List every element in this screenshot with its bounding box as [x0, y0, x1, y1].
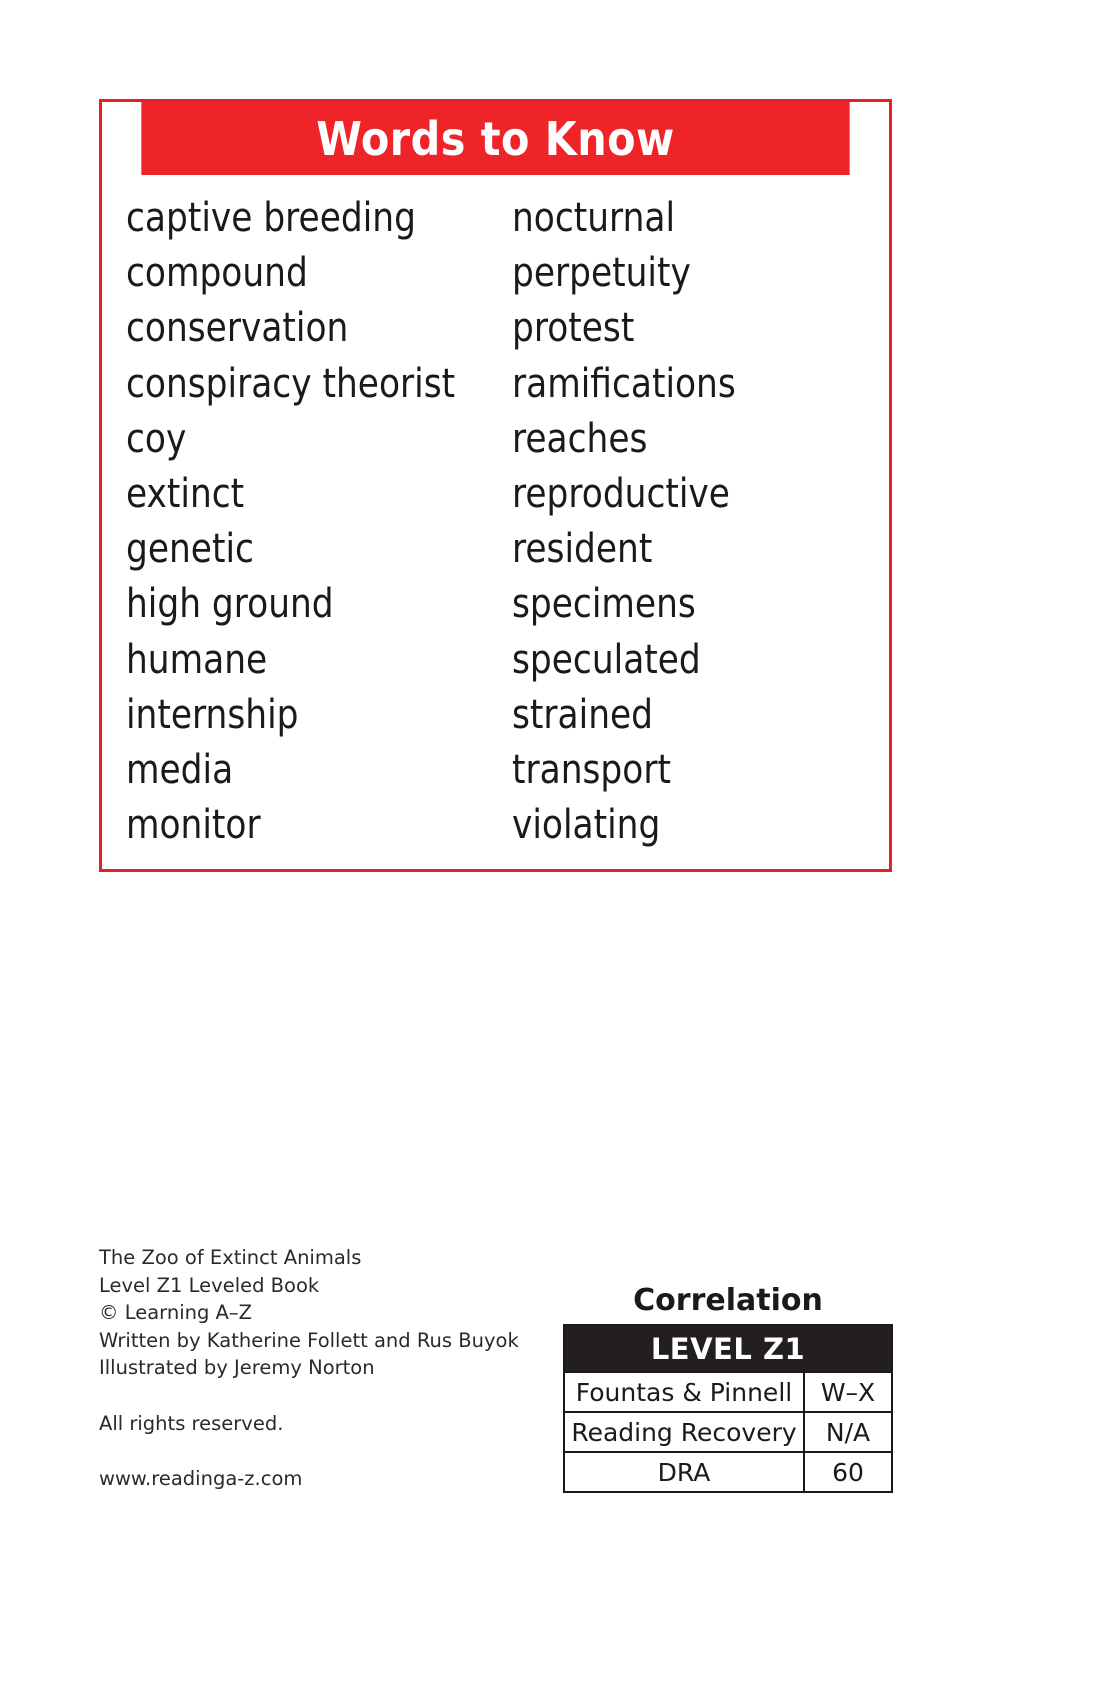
correlation-row [565, 1411, 891, 1451]
vocab-word: genetic [126, 526, 254, 573]
correlation-label: DRA [565, 1453, 805, 1491]
vocab-word: reproductive [512, 470, 730, 517]
book-credits [99, 1244, 519, 1493]
words-to-know-box [99, 99, 892, 872]
book-title: The Zoo of Extinct Animals [99, 1246, 362, 1269]
spacer [99, 1437, 519, 1465]
correlation-title: Correlation [633, 1283, 823, 1318]
vocab-word: internship [126, 691, 299, 738]
rights-line: All rights reserved. [99, 1411, 284, 1435]
word-list-right [512, 191, 772, 853]
vocab-word: media [126, 746, 234, 793]
vocab-word: nocturnal [512, 195, 676, 241]
correlation-level-header: LEVEL Z1 [565, 1326, 891, 1371]
correlation-value: W–X [820, 1377, 876, 1407]
correlation-row [565, 1371, 891, 1411]
website-line: www.readinga-z.com [99, 1467, 303, 1490]
correlation-table [563, 1324, 893, 1493]
vocab-word: conspiracy theorist [126, 360, 456, 407]
vocab-word: speculated [512, 636, 701, 683]
words-to-know-title: Words to Know [141, 102, 849, 175]
correlation-label: Fountas & Pinnell [565, 1373, 805, 1411]
vocab-word: conservation [126, 305, 349, 352]
vocab-word: high ground [126, 581, 334, 628]
vocab-word: compound [126, 250, 308, 297]
spacer [99, 1382, 519, 1410]
copyright-line: © Learning A–Z [99, 1301, 253, 1324]
vocab-word: specimens [512, 581, 696, 628]
words-to-know-columns [102, 175, 889, 869]
vocab-word: violating [512, 802, 661, 849]
correlation-value: N/A [825, 1417, 871, 1447]
correlation-row [565, 1451, 891, 1491]
vocab-word: resident [512, 526, 653, 573]
vocab-word: strained [512, 691, 653, 738]
illustrator-line: Illustrated by Jeremy Norton [99, 1356, 375, 1379]
vocab-word: transport [512, 746, 671, 793]
vocab-word: coy [126, 415, 187, 462]
word-list-left [126, 191, 509, 853]
vocab-word: perpetuity [512, 250, 691, 297]
vocab-word: captive breeding [126, 195, 416, 241]
authors-line: Written by Katherine Follett and Rus Buyok [99, 1328, 519, 1352]
correlation-value: 60 [832, 1457, 864, 1487]
vocab-word: ramifications [512, 360, 736, 407]
vocab-word: humane [126, 636, 268, 683]
book-level: Level Z1 Leveled Book [99, 1273, 320, 1297]
vocab-word: reaches [512, 415, 648, 462]
vocab-word: extinct [126, 470, 245, 517]
vocab-word: monitor [126, 802, 261, 849]
vocab-word: protest [512, 305, 635, 352]
correlation-label: Reading Recovery [565, 1413, 805, 1451]
